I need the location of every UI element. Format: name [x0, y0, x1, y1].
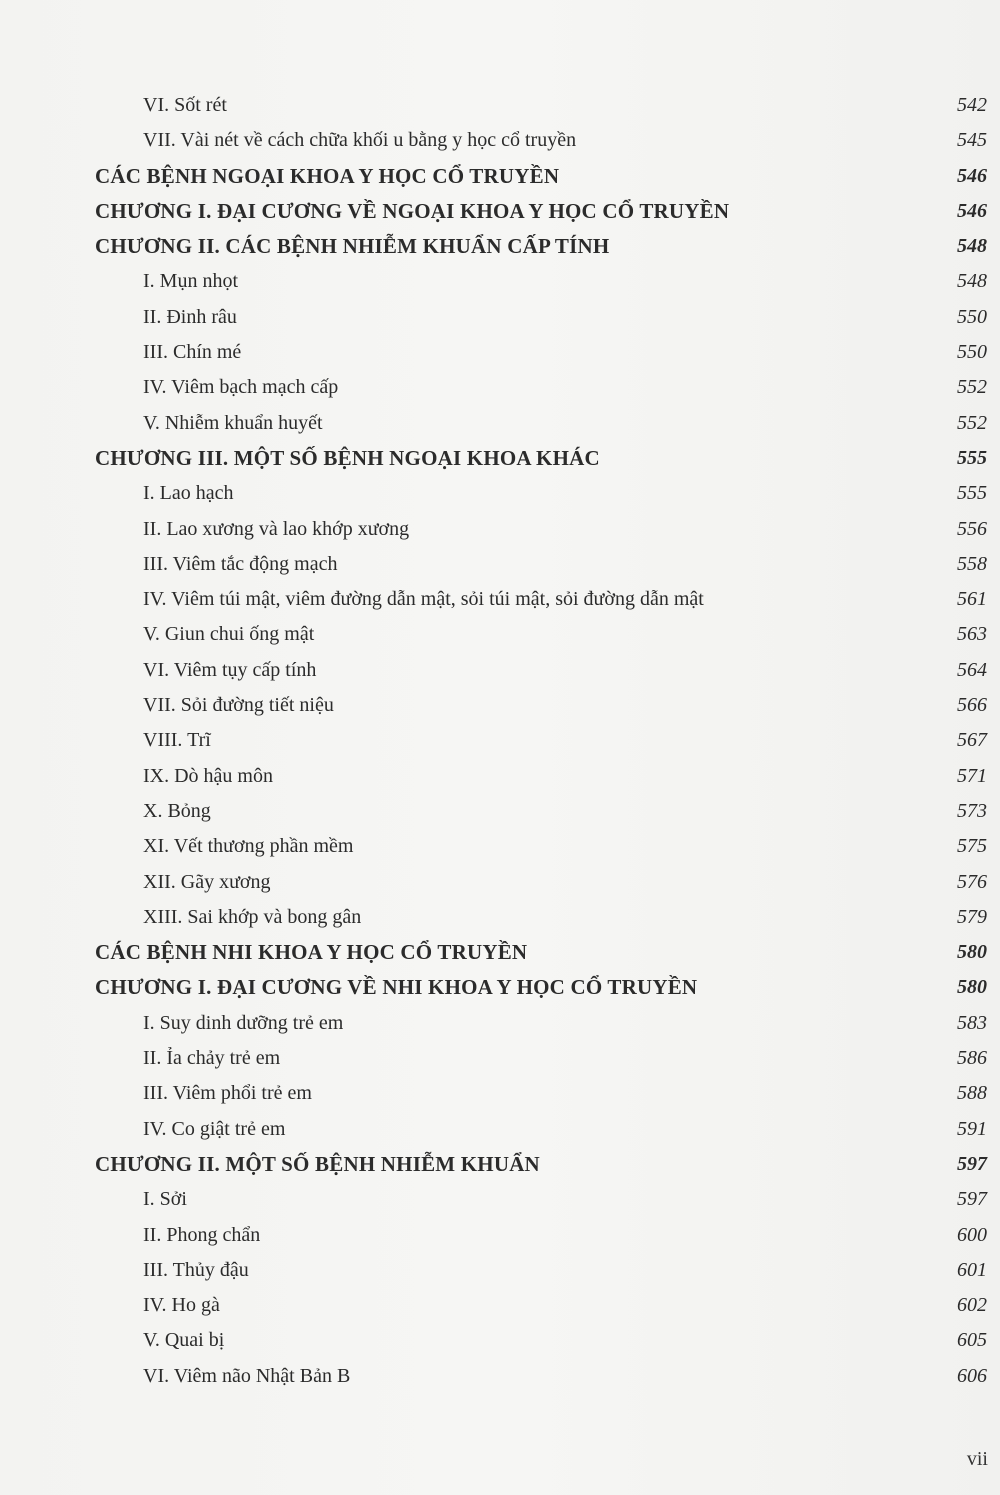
toc-entry-title: III. Viêm phổi trẻ em: [143, 1082, 312, 1105]
toc-entry: [95, 476, 987, 511]
toc-entry-title: I. Sởi: [143, 1188, 187, 1211]
toc-page-number: 546: [957, 164, 987, 187]
toc-entry: [95, 1288, 987, 1323]
toc-page-number: 566: [957, 694, 987, 717]
toc-entry-title: II. Ỉa chảy trẻ em: [143, 1047, 281, 1070]
toc-page-number: 563: [957, 623, 987, 646]
toc-entry-title: IX. Dò hậu môn: [143, 764, 273, 787]
toc-entry-title: III. Viêm tắc động mạch: [143, 552, 338, 575]
toc-entry-title: II. Phong chẩn: [143, 1223, 261, 1246]
toc-page-number: 576: [957, 870, 987, 893]
toc-entry: [95, 88, 987, 123]
toc-entry-title: CHƯƠNG II. MỘT SỐ BỆNH NHIỄM KHUẨN: [95, 1151, 540, 1176]
toc-page-number: 579: [957, 905, 987, 928]
toc-entry: [95, 1041, 987, 1076]
toc-entry: [95, 794, 987, 829]
toc-section-heading: [95, 935, 987, 970]
toc-page-number: 548: [957, 270, 987, 293]
toc-entry: [95, 1218, 987, 1253]
page-folio: vii: [966, 1448, 988, 1470]
toc-section-heading: [95, 159, 987, 194]
toc-section-heading: [95, 194, 987, 229]
toc-entry-title: CHƯƠNG II. CÁC BỆNH NHIỄM KHUẨN CẤP TÍNH: [95, 234, 610, 259]
toc-page-number: 550: [957, 341, 987, 364]
toc-page-number: 545: [957, 129, 987, 152]
toc-entry: [95, 582, 987, 617]
toc-entry: [95, 865, 987, 900]
toc-entry-title: III. Thủy đậu: [143, 1258, 249, 1281]
toc-entry-title: IV. Co giật trẻ em: [143, 1117, 286, 1140]
toc-page-number: 580: [957, 976, 987, 999]
toc-entry: [95, 123, 987, 158]
toc-entry-title: CHƯƠNG I. ĐẠI CƯƠNG VỀ NGOẠI KHOA Y HỌC CỔ TRUYỀN: [95, 198, 730, 223]
toc-page-number: 552: [957, 411, 987, 434]
toc-entry-title: XIII. Sai khớp và bong gân: [143, 905, 362, 928]
toc-entry-title: CHƯƠNG I. ĐẠI CƯƠNG VỀ NHI KHOA Y HỌC CỔ TRUYỀN: [95, 975, 698, 1000]
toc-page-number: 597: [957, 1188, 987, 1211]
toc-entry-title: IV. Ho gà: [143, 1294, 220, 1317]
toc-page-number: 573: [957, 799, 987, 822]
toc-page-number: 546: [957, 199, 987, 222]
toc-page-number: 588: [957, 1082, 987, 1105]
toc-entry-title: VI. Sốt rét: [143, 94, 227, 116]
toc-entry-title: CHƯƠNG III. MỘT SỐ BỆNH NGOẠI KHOA KHÁC: [95, 445, 600, 470]
toc-entry: [95, 759, 987, 794]
toc-page-number: 550: [957, 305, 987, 328]
toc-entry-title: I. Lao hạch: [143, 482, 234, 505]
toc-entry: [95, 1359, 987, 1394]
toc-entry: [95, 1323, 987, 1358]
toc-entry-title: II. Đinh râu: [143, 305, 237, 328]
toc-page-number: 548: [957, 235, 987, 258]
toc-entry: [95, 900, 987, 935]
toc-page-number: 601: [957, 1258, 987, 1281]
toc-entry-title: III. Chín mé: [143, 341, 242, 364]
toc-page-number: 561: [957, 588, 987, 611]
toc-entry: [95, 617, 987, 652]
toc-section-heading: [95, 970, 987, 1005]
toc-page-number: 571: [957, 764, 987, 787]
toc-entry-title: IV. Viêm túi mật, viêm đường dẫn mật, sỏi túi mật, sỏi đường dẫn mật: [143, 588, 704, 611]
toc-page-number: 597: [957, 1152, 987, 1175]
toc-entry-title: XII. Gãy xương: [143, 870, 271, 893]
toc-entry: [95, 723, 987, 758]
toc-entry: [95, 688, 987, 723]
toc-page-number: 552: [957, 376, 987, 399]
toc-entry: [95, 406, 987, 441]
toc-entry: [95, 1006, 987, 1041]
toc-entry: [95, 653, 987, 688]
toc-entry-title: XI. Vết thương phần mềm: [143, 835, 354, 858]
toc-entry: [95, 370, 987, 405]
toc-entry-title: V. Giun chui ống mật: [143, 623, 315, 646]
toc-entry: [95, 264, 987, 299]
toc-entry: [95, 829, 987, 864]
toc-entry-title: VII. Vài nét về cách chữa khối u bằng y học cổ truyền: [143, 129, 577, 152]
toc-section-heading: [95, 441, 987, 476]
toc-page-number: 564: [957, 658, 987, 681]
toc-entry-title: V. Quai bị: [143, 1329, 225, 1352]
toc-entry: [95, 1076, 987, 1111]
toc-entry-title: X. Bỏng: [143, 799, 211, 822]
toc-entry-title: VI. Viêm tụy cấp tính: [143, 658, 317, 681]
toc-page-number: 555: [957, 482, 987, 505]
toc-entry-title: I. Suy dinh dưỡng trẻ em: [143, 1011, 344, 1034]
toc-entry: [95, 300, 987, 335]
toc-entry: [95, 335, 987, 370]
toc-page-number: 591: [957, 1117, 987, 1140]
toc-entry-title: VIII. Trĩ: [143, 729, 211, 752]
toc-page-number: 558: [957, 552, 987, 575]
toc-entry-title: CÁC BỆNH NGOẠI KHOA Y HỌC CỔ TRUYỀN: [95, 163, 560, 188]
toc-page-number: 575: [957, 835, 987, 858]
toc-page-number: 606: [957, 1364, 987, 1387]
toc-entry-title: V. Nhiễm khuẩn huyết: [143, 411, 323, 434]
toc-entry-title: CÁC BỆNH NHI KHOA Y HỌC CỔ TRUYỀN: [95, 940, 528, 965]
toc-entry-title: VI. Viêm não Nhật Bản B: [143, 1364, 351, 1387]
toc-page-number: 567: [957, 729, 987, 752]
toc-section-heading: [95, 229, 987, 264]
toc-page-number: 586: [957, 1047, 987, 1070]
toc-entry: [95, 1253, 987, 1288]
toc-page-number: 542: [957, 94, 987, 116]
toc-section-heading: [95, 1147, 987, 1182]
table-of-contents: [95, 88, 987, 1394]
toc-entry-title: VII. Sỏi đường tiết niệu: [143, 694, 334, 717]
toc-entry-title: I. Mụn nhọt: [143, 270, 238, 293]
toc-page-number: 602: [957, 1294, 987, 1317]
toc-page-number: 600: [957, 1223, 987, 1246]
toc-page-number: 583: [957, 1011, 987, 1034]
toc-entry-title: IV. Viêm bạch mạch cấp: [143, 376, 339, 399]
toc-page-number: 580: [957, 941, 987, 964]
toc-entry-title: II. Lao xương và lao khớp xương: [143, 517, 410, 540]
toc-page-number: 605: [957, 1329, 987, 1352]
toc-page-number: 556: [957, 517, 987, 540]
toc-entry: [95, 1182, 987, 1217]
toc-entry: [95, 1112, 987, 1147]
toc-entry: [95, 512, 987, 547]
toc-entry: [95, 547, 987, 582]
toc-page-number: 555: [957, 446, 987, 469]
